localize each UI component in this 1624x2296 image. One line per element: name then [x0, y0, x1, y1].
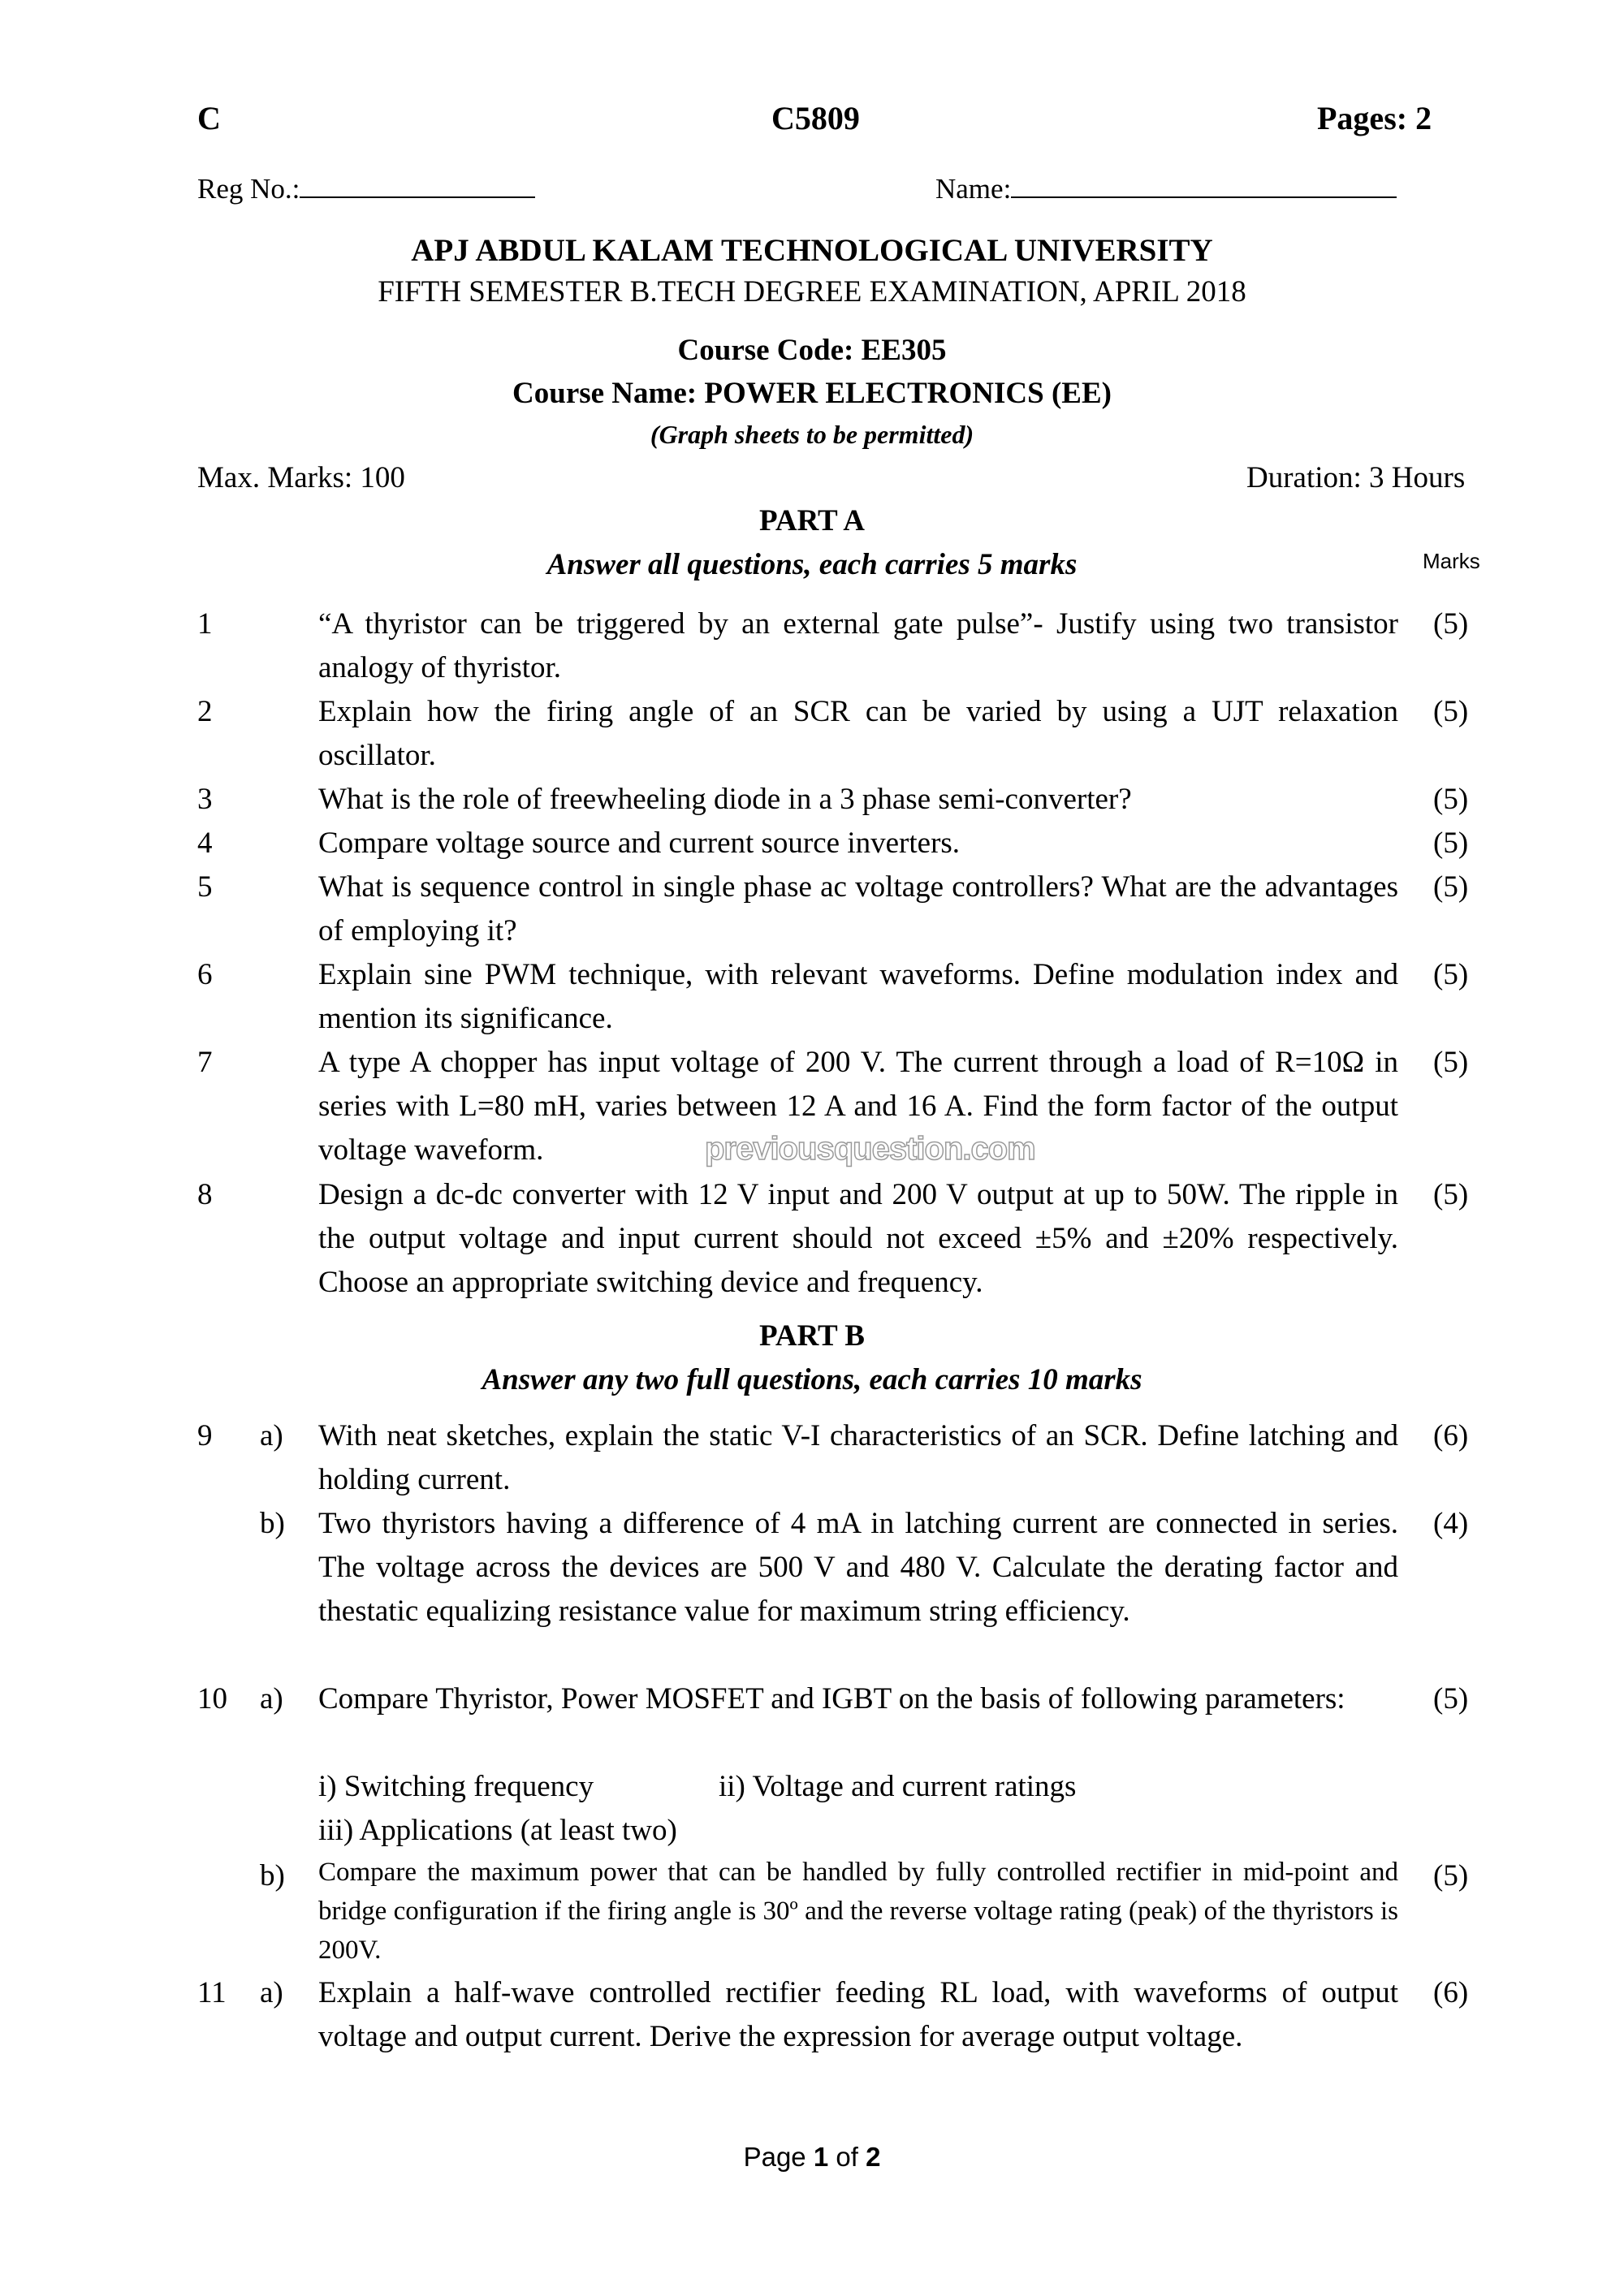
marks-column-header: Marks	[1423, 549, 1480, 573]
max-marks: Max. Marks: 100	[197, 461, 405, 494]
question-number: 5	[197, 870, 213, 904]
part-b-title: PART B	[759, 1319, 865, 1353]
question-number: 3	[197, 783, 213, 816]
university-title: APJ ABDUL KALAM TECHNOLOGICAL UNIVERSITY	[411, 233, 1213, 268]
part-b-instruction: Answer any two full questions, each carries 10 marks	[482, 1363, 1142, 1396]
question-number: 9	[197, 1419, 213, 1452]
question-number: 4	[197, 826, 213, 860]
name-label: Name:	[935, 173, 1012, 205]
question-text: Design a dc-dc converter with 12 V input and 200 V output at up to 50W. The ripple in the output voltage and input current should not exceed ±5% and ±20% respectively. Choose an appropriate switching device and frequency.	[318, 1178, 1398, 1299]
question-text: Explain sine PWM technique, with relevant waveforms. Define modulation index and mention its significance.	[318, 958, 1398, 1035]
question-marks: (6)	[1433, 1419, 1469, 1452]
sub-question-label: b)	[260, 1859, 285, 1892]
exam-title: FIFTH SEMESTER B.TECH DEGREE EXAMINATION, APRIL 2018	[378, 275, 1246, 309]
parameter-option: ii) Voltage and current ratings	[719, 1770, 1077, 1803]
question-number: 2	[197, 695, 213, 728]
course-name: Course Name: POWER ELECTRONICS (EE)	[512, 377, 1112, 410]
part-a-instruction: Answer all questions, each carries 5 marks	[546, 548, 1078, 581]
question-number: 11	[197, 1976, 227, 2009]
question-number: 10	[197, 1682, 227, 1716]
question-text: Explain how the firing angle of an SCR can be varied by using a UJT relaxation oscillator.	[318, 695, 1398, 772]
name-field	[935, 172, 1397, 205]
question-number: 8	[197, 1178, 213, 1211]
question-number: 7	[197, 1046, 213, 1079]
name-blank	[1011, 172, 1397, 198]
duration: Duration: 3 Hours	[1246, 461, 1466, 494]
sub-question-label: a)	[260, 1419, 283, 1452]
page-footer	[0, 2142, 1624, 2173]
question-marks: (4)	[1433, 1507, 1469, 1540]
question-text: With neat sketches, explain the static V-I characteristics of an SCR. Define latching and holding current.	[318, 1419, 1398, 1496]
question-marks: (5)	[1433, 695, 1469, 728]
question-marks: (5)	[1433, 1178, 1469, 1211]
question-marks: (5)	[1433, 783, 1469, 816]
question-text: What is the role of freewheeling diode in a 3 phase semi-converter?	[318, 783, 1132, 816]
part-a-title: PART A	[759, 504, 865, 537]
question-text: Compare voltage source and current source inverters.	[318, 826, 961, 860]
parameter-option: i) Switching frequency	[318, 1770, 594, 1803]
question-marks: (5)	[1433, 1682, 1469, 1716]
question-marks: (5)	[1433, 870, 1469, 904]
course-code: Course Code: EE305	[677, 334, 947, 367]
paper-code: C5809	[771, 100, 860, 136]
question-marks: (5)	[1433, 958, 1469, 991]
question-text: What is sequence control in single phase ac voltage controllers? What are the advantages of employing it?	[318, 870, 1398, 947]
series-letter: C	[197, 100, 221, 136]
question-marks: (5)	[1433, 826, 1469, 860]
question-text: Two thyristors having a difference of 4 mA in latching current are connected in series. The voltage across the devices are 500 V and 480 V. Calculate the derating factor and thestatic equalizing resistance value for maximum string efficiency.	[318, 1507, 1398, 1628]
sub-question-label: a)	[260, 1976, 283, 2009]
parameter-option: iii) Applications (at least two)	[318, 1814, 677, 1847]
footer-total-pages: 2	[866, 2142, 881, 2172]
question-text: A type A chopper has input voltage of 200 V. The current through a load of R=10Ω in series with L=80 mH, varies between 12 A and 16 A. Find the form factor of the output voltage waveform.	[318, 1046, 1398, 1167]
question-number: 6	[197, 958, 213, 991]
question-text: Explain a half-wave controlled rectifier feeding RL load, with waveforms of output voltage and output current. Derive the expression for average output voltage.	[318, 1976, 1398, 2053]
page-count: Pages: 2	[1317, 100, 1432, 136]
question-marks: (5)	[1433, 607, 1469, 641]
watermark-logo: previousquestion.com	[705, 1131, 1035, 1167]
question-text: Compare the maximum power that can be handled by fully controlled rectifier in mid-point and bridge configuration if the firing angle is 30º and the reverse voltage rating (peak) of the thyristors is 200V.	[318, 1858, 1398, 1965]
footer-of-word: of	[836, 2142, 858, 2172]
reg-no-field	[197, 172, 535, 205]
footer-page-word: Page	[743, 2142, 806, 2172]
footer-current-page: 1	[813, 2142, 829, 2172]
question-marks: (5)	[1433, 1046, 1469, 1079]
question-text: “A thyristor can be triggered by an external gate pulse”- Justify using two transistor analogy of thyristor.	[318, 607, 1398, 684]
question-marks: (6)	[1433, 1976, 1469, 2009]
sub-question-label: b)	[260, 1507, 285, 1540]
reg-no-blank	[300, 172, 535, 198]
graph-note: (Graph sheets to be permitted)	[650, 420, 974, 449]
sub-question-label: a)	[260, 1682, 283, 1716]
question-text: Compare Thyristor, Power MOSFET and IGBT on the basis of following parameters:	[318, 1682, 1345, 1716]
reg-no-label: Reg No.:	[197, 173, 300, 205]
question-number: 1	[197, 607, 213, 641]
question-marks: (5)	[1433, 1859, 1469, 1892]
